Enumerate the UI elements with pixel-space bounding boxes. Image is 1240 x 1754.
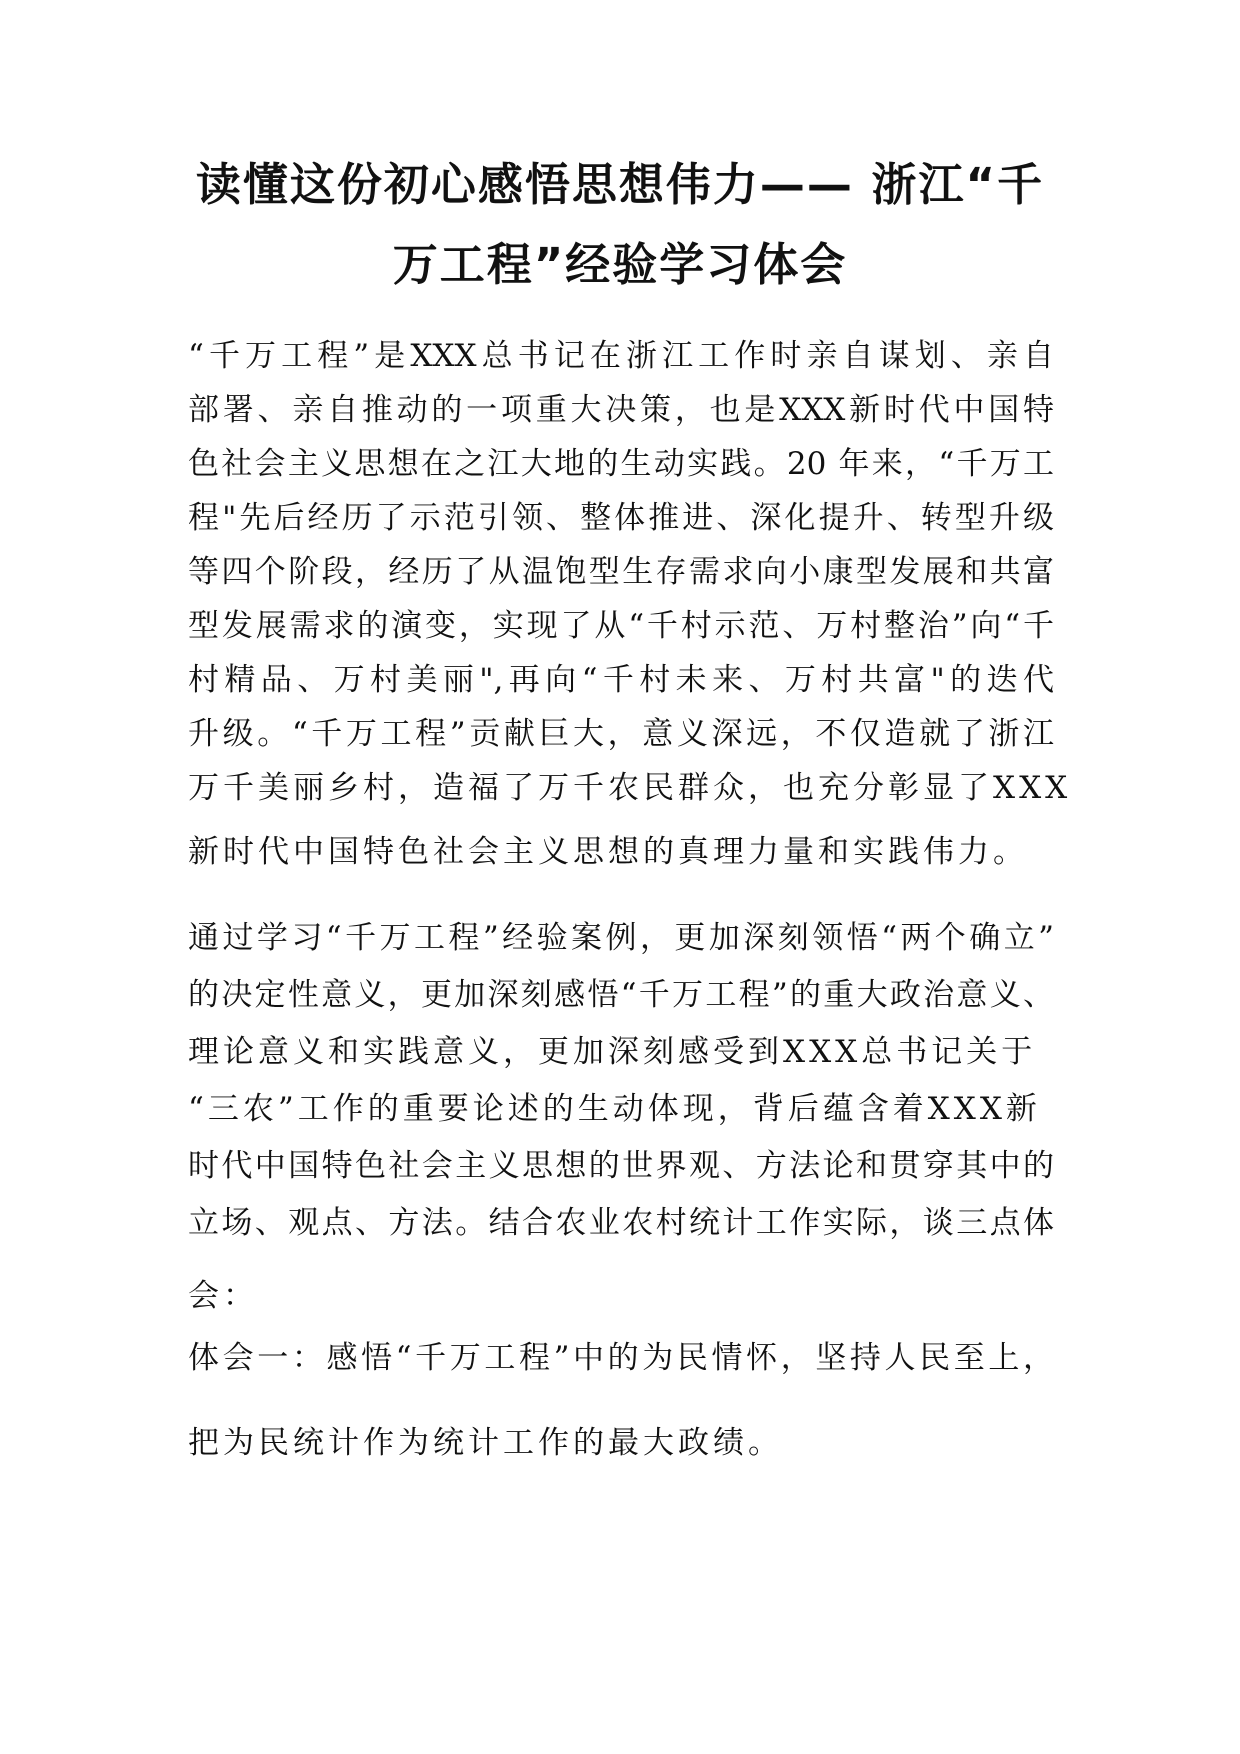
paragraph-1-line-2: 部署、亲自推动的一项重大决策，也是XXX新时代中国特 <box>188 392 1054 428</box>
paragraph-1-line-1: “千万工程”是XXX总书记在浙江工作时亲自谋划、亲自 <box>188 338 1054 374</box>
paragraph-2-line-2: 的决定性意义，更加深刻感悟“千万工程”的重大政治意义、 <box>188 977 1054 1013</box>
paragraph-2-line-7: 会： <box>188 1278 258 1314</box>
paragraph-1-line-5: 等四个阶段，经历了从温饱型生存需求向小康型发展和共富 <box>188 554 1054 590</box>
paragraph-2-line-4: “三农”工作的重要论述的生动体现，背后蕴含着XXX新 <box>188 1091 1041 1127</box>
document-title-line-2: 万工程”经验学习体会 <box>392 238 848 291</box>
paragraph-1-line-6: 型发展需求的演变，实现了从“千村示范、万村整治”向“千 <box>188 608 1054 644</box>
paragraph-3-line-2: 把为民统计作为统计工作的最大政绩。 <box>188 1425 783 1461</box>
paragraph-3-line-1: 体会一：感悟“千万工程”中的为民情怀，坚持人民至上， <box>188 1340 1054 1376</box>
paragraph-2-line-6: 立场、观点、方法。结合农业农村统计工作实际，谈三点体 <box>188 1205 1054 1241</box>
paragraph-1-line-10: 新时代中国特色社会主义思想的真理力量和实践伟力。 <box>188 834 1028 870</box>
paragraph-1-line-8: 升级。“千万工程”贡献巨大，意义深远，不仅造就了浙江 <box>188 716 1054 752</box>
paragraph-2-line-3: 理论意义和实践意义，更加深刻感受到XXX总书记关于 <box>188 1034 1037 1070</box>
paragraph-2-line-1: 通过学习“千万工程”经验案例，更加深刻领悟“两个确立” <box>188 920 1054 956</box>
paragraph-2-line-5: 时代中国特色社会主义思想的世界观、方法论和贯穿其中的 <box>188 1148 1054 1184</box>
paragraph-1-line-9: 万千美丽乡村，造福了万千农民群众，也充分彰显了XXX <box>188 770 1072 806</box>
paragraph-1-line-3: 色社会主义思想在之江大地的生动实践。20 年来，“千万工 <box>188 446 1054 482</box>
paragraph-1-line-7: 村精品、万村美丽",再向“千村未来、万村共富"的迭代 <box>188 662 1054 698</box>
paragraph-1-line-4: 程"先后经历了示范引领、整体推进、深化提升、转型升级 <box>188 500 1054 536</box>
document-title-line-1: 读懂这份初心感悟思想伟力—— 浙江“千 <box>195 158 1045 211</box>
